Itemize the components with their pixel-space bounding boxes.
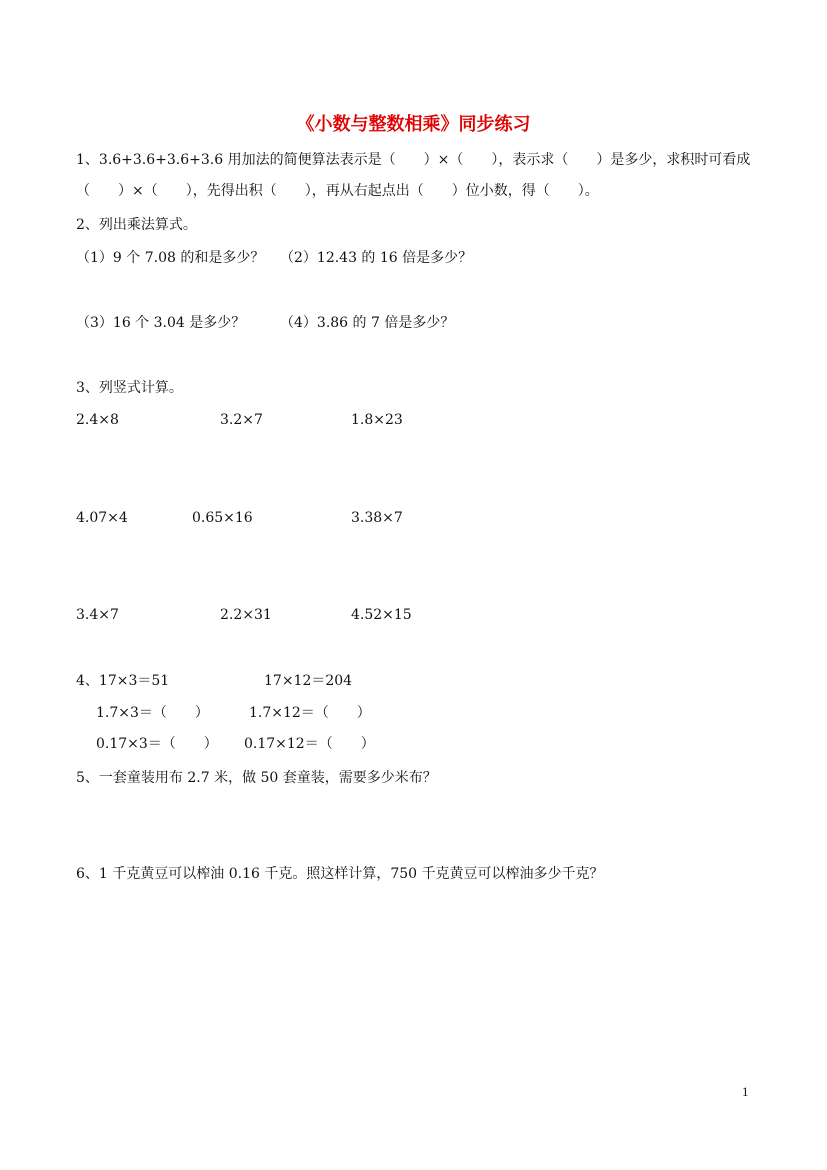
q5-text: 5、一套童装用布 2.7 米，做 50 套童装，需要多少米布？ xyxy=(76,770,437,786)
q4-given-2: 17×12＝204 xyxy=(264,673,353,689)
q6-text: 6、1 千克黄豆可以榨油 0.16 千克。照这样计算，750 千克黄豆可以榨油多少千克？ xyxy=(76,866,604,882)
q3-expr: 3.38×7 xyxy=(351,510,403,526)
q3-expr: 4.52×15 xyxy=(351,607,412,623)
q4-blank: 0.17×3＝（ ） xyxy=(96,736,218,752)
q3-expr: 1.8×23 xyxy=(351,412,403,428)
q2-item-2: （2）12.43 的 16 倍是多少？ xyxy=(280,250,473,266)
q4-given-1: 4、17×3＝51 xyxy=(76,673,170,689)
q2-item-3: （3）16 个 3.04 是多少？ xyxy=(76,315,246,331)
q2-item-1: （1）9 个 7.08 的和是多少？ xyxy=(76,250,265,266)
q4-blank: 1.7×3＝（ ） xyxy=(96,705,209,721)
page-title: 《小数与整数相乘》同步练习 xyxy=(296,114,531,135)
q3-expr: 3.2×7 xyxy=(220,412,263,428)
q1-line1: 1、3.6+3.6+3.6+3.6 用加法的简便算法表示是（ ）×（ ），表示求（ ）是多少，求积时可看成 xyxy=(76,152,751,168)
q3-heading: 3、列竖式计算。 xyxy=(76,380,183,396)
page-number: 1 xyxy=(742,1084,749,1099)
q3-expr: 2.4×8 xyxy=(76,412,119,428)
q3-expr: 2.2×31 xyxy=(220,607,272,623)
q2-heading: 2、列出乘法算式。 xyxy=(76,217,197,233)
q3-expr: 4.07×4 xyxy=(76,510,128,526)
q1-line2: （ ）×（ ），先得出积（ ），再从右起点出（ ）位小数，得（ ）。 xyxy=(76,183,599,199)
q2-item-4: （4）3.86 的 7 倍是多少？ xyxy=(280,315,455,331)
q3-expr: 3.4×7 xyxy=(76,607,119,623)
q4-blank: 1.7×12＝（ ） xyxy=(249,705,371,721)
q4-blank: 0.17×12＝（ ） xyxy=(244,736,375,752)
q3-expr: 0.65×16 xyxy=(192,510,253,526)
